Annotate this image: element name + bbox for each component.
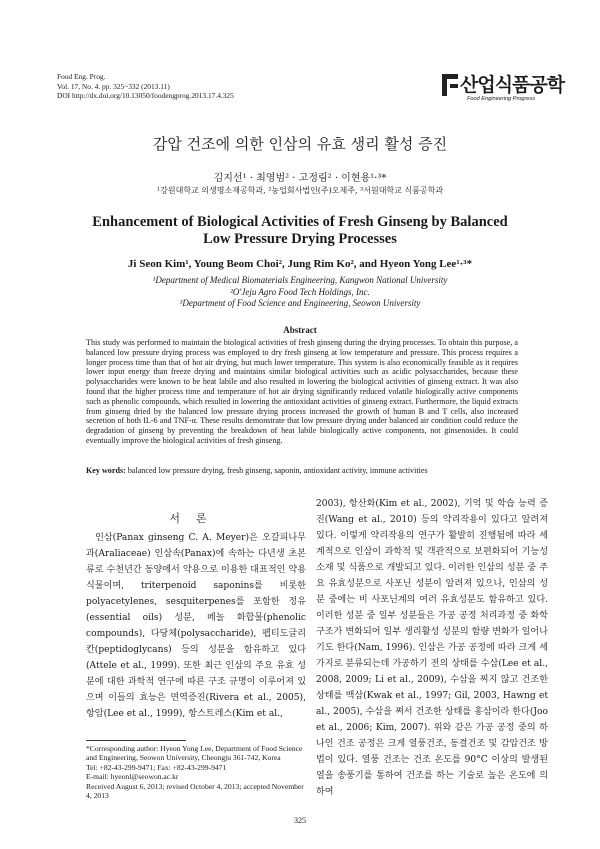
logo-title: 산업식품공학 (460, 74, 565, 96)
section-heading: 서론 (169, 512, 223, 525)
body-right-column (316, 496, 548, 800)
journal-logo (440, 70, 565, 110)
abstract-body: This study was performed to maintain the biological activities of fresh ginseng during the drying processes. To obtain this purpose, a balanced low pressure drying process was employed to dry fresh ginseng at low temperature and pressure. This process requires a longer process time than that of hot air drying, but much lower temperature. This system is also economically feasible as it requires lower input energy than freeze drying and maintains similar biological activities such as acidic polysaccharides, because these polysaccharides were known to be heat labile and also resulted in lowering the biological activities of ginseng extract. It was also found that the higher process time and temperature of hot air drying significantly reduced volatile biologically active components such as phenolic compounds, which resulted in lowering the antioxidant activities of ginseng extract. Furthermore, the liquid extracts from ginseng dried by the balanced low pressure drying process increased the growth of human B and T cells, also increased secretion of both IL-6 and TNF-α. These results demonstrate that low pressure drying under balanced air condition could reduce the degradation of ginseng by preventing the breakdown of heat labile biologically active components, not ginsenosides. It could eventually improve the biological activities of fresh ginseng. (86, 338, 518, 445)
body-left-paragraph: 인삼(Panax ginseng C. A. Meyer)은 오갈피나무과(Araliaceae) 인삼속(Panax)에 속하는 다년생 초본류로 수천년간 동양에서 약용으로 이용한 대표적인 약용 식물이며, triterpenoid saponins를 비롯한 polyacetylenes, sesquiterpenes를 포함한 정유(essential oils) 성분, 페놀 화합물(phenolic compounds), 다당체(polysaccharide), 펩티도글리칸(peptidoglycans) 등의 성분을 함유하고 있다(Attele et al., 1999). 또한 최근 인삼의 주요 유효 성분에 대한 과학적 연구에 따른 구조 규명이 이루어져 있으며 이들의 효능은 면역증진(Rivera et al., 2005), 항암(Lee et al., 1999), 항스트레스(Kim et al., (86, 533, 306, 719)
body-right-paragraph: 2003), 항산화(Kim et al., 2002), 기억 및 학습 능력 증진(Wang et al., 2010) 등의 약리작용이 있다고 알려져 있다. 이렇게 약리작용의 연구가 활발히 진행됨에 따라 세계적으로 인삼이 과학적 및 객관적으로 보편화되어 기능성 소재 및 식품으로 개발되고 있다. 이러한 인삼의 성분 중 주요 유효성분으로 사포닌 성분이 알려져 있으나, 인삼의 성분 중에는 비 사포닌계의 여러 유효성분도 함유하고 있다. 이러한 성분 중 일부 성분들은 가공 공정 처리과정 중 화학구조가 변화되어 일부 생리활성 성분의 함량 변화가 일어나기도 한다(Nam, 1996). 인삼은 가공 공정에 따라 크게 세 가지로 분류되는데 가공하기 전의 상태를 수삼(Lee et al., 2008, 2009; Li et al., 2009), 수삼을 찌지 않고 건조한 상태를 백삼(Kwak et al., 1997; Gil, 2003, Hawng et al., 2005), 수삼을 쪄서 건조한 상태를 홍삼이라 한다(Joo et al., 2006; Kim, 2007). 위와 같은 가공 공정 중의 하나인 건조 공정은 크게 열풍건조, 동결건조 및 감압건조 방법이 있다. 열풍 건조는 건조 온도를 90°C 이상의 발생된 열을 송풍기를 통하여 건조를 하는 기술로 높은 온도에 의하여 (316, 499, 548, 797)
page-number: 325 (294, 816, 306, 825)
affiliation-1: ¹Department of Medical Biomaterials Engineering, Kangwon National University (152, 275, 448, 285)
footnote-email: E-mail: hyeonl@seowon.ac.kr (86, 772, 179, 782)
title-english-line1: Enhancement of Biological Activities of Fresh Ginseng by Balanced (92, 214, 508, 230)
authors-english: Ji Seon Kim¹, Young Beom Choi², Jung Rim Ko², and Hyeon Yong Lee¹·³* (127, 258, 473, 270)
affiliation-3: ³Department of Food Science and Engineering, Seowon University (179, 298, 421, 308)
body-left-column (86, 530, 306, 722)
footnote (86, 744, 308, 800)
title-korean: 감압 건조에 의한 인삼의 유효 생리 활성 증진 (152, 135, 448, 153)
footnote-corresponding: *Corresponding author: Hyeon Yong Lee, Department of Food Science and Engineering, Seowon University, Cheongju 361-742, Korea (86, 744, 303, 763)
logo-subtitle: Food Engineering Progress (467, 96, 536, 102)
keywords (86, 466, 518, 475)
title-english (0, 214, 600, 248)
authors-korean: 김지선¹ · 최영범² · 고정림² · 이현용¹·³* (213, 173, 387, 184)
affiliations-korean: ¹강원대학교 의생명소재공학과, ²농업회사법인(주)오제주, ³서원대학교 식품공학과 (156, 186, 444, 195)
keywords-label: Key words: (86, 466, 126, 475)
journal-volume: Vol. 17, No. 4. pp. 325~332 (2013.11) (57, 81, 170, 91)
footnote-divider (86, 740, 186, 741)
logo-mark-icon (440, 72, 462, 98)
keywords-list: balanced low pressure drying, fresh ginseng, saponin, antioxidant activity, immune activities (127, 466, 428, 475)
journal-info (57, 72, 234, 101)
abstract-heading: Abstract (283, 325, 317, 335)
journal-name: Food Eng. Prog. (57, 72, 106, 81)
title-english-line2: Low Pressure Drying Processes (203, 231, 397, 247)
footnote-dates: Received August 6, 2013; revised October 4, 2013; accepted November 4, 2013 (86, 781, 304, 801)
affiliations-english (0, 275, 600, 310)
footnote-phone: Tel: +82-43-299-9471; Fax: +82-43-299-9471 (86, 762, 227, 772)
journal-doi: DOI http://dx.doi.org/10.13050/foodengprog.2013.17.4.325 (57, 91, 234, 101)
affiliation-2: ²O'Jeju Agro Food Tech Holdings, Inc. (230, 286, 370, 297)
